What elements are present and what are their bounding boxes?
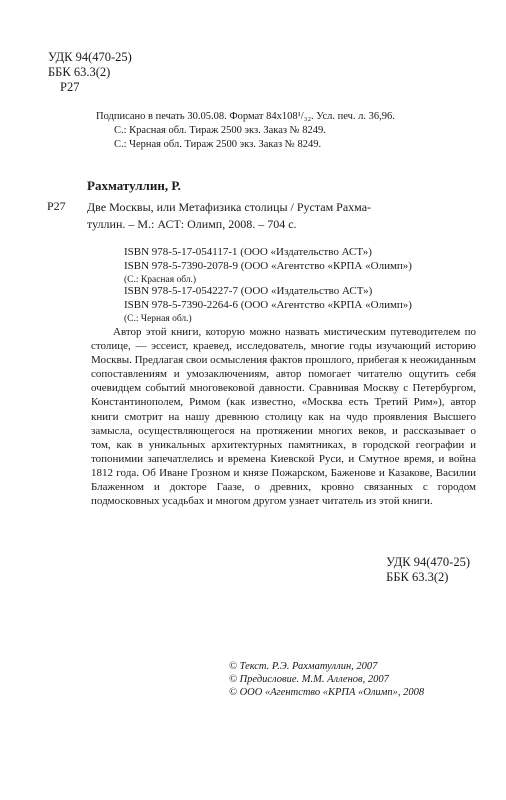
isbn-line: ISBN 978-5-17-054227-7 (ООО «Издательство АСТ») <box>124 285 373 297</box>
udk-code: УДК 94(470-25) <box>386 555 470 569</box>
record-title <box>87 199 371 233</box>
isbn-group-black <box>124 284 412 326</box>
imprint-block <box>96 110 395 152</box>
isbn-group-red <box>124 245 412 287</box>
annotation-text: Автор этой книги, которую можно назвать мистическим путеводителем по столице, — эссеист, краевед, исследователь, многие годы изучающий историю Москвы. Предлагая свои осмысления фактов прошлого, прибегая к неожиданным сопоставлениям и умозаключениям, автор помогает читателю ощутить себя очевидцем событий многовековой давности. Сравнивая Москву с Петербургом, Константинополем, Римом (как известно, «Москва есть Третий Рим»), автор книги смотрит на нашу древнюю столицу как на чудо проявления Высшего замысла, осуществляющегося на протяжении многих веков, и рассказывает о том, как в уникальных архитектурных памятниках, в городской географии и топонимии запечатлелись и времена Киевской Руси, и Смутное время, и война 1812 года. Об Иване Грозном и князе Пожарском, Баженове и Казакове, Василии Блаженном и докторе Гаазе, о древних, кровно связанных с городом подмосковных усадьбах и многом другом узнает читатель из этой книги. <box>91 326 476 508</box>
copyright-preface: © Предисловие. М.М. Алленов, 2007 <box>229 674 389 685</box>
bbk-code: ББК 63.3(2) <box>386 570 449 584</box>
isbn-line: ISBN 978-5-7390-2078-9 (ООО «Агентство «КРПА «Олимп») <box>124 260 412 272</box>
copyright-publisher: © ООО «Агентство «КРПА «Олимп», 2008 <box>229 687 425 698</box>
author-mark: Р27 <box>60 80 80 94</box>
imprint-line: С.: Красная обл. Тираж 2500 экз. Заказ № 8249. <box>114 125 326 136</box>
classification-block-top <box>48 50 132 95</box>
copyright-text: © Текст. Р.Э. Рахматуллин, 2007 <box>229 661 378 672</box>
isbn-note: (С.: Черная обл.) <box>124 314 192 324</box>
udk-code: УДК 94(470-25) <box>48 50 132 64</box>
imprint-line: Подписано в печать 30.05.08. Формат 84х108¹/₃₂. Усл. печ. л. 36,96. <box>96 111 395 122</box>
title-line: туллин. – М.: АСТ: Олимп, 2008. – 704 с. <box>87 217 297 231</box>
isbn-line: ISBN 978-5-17-054117-1 (ООО «Издательство АСТ») <box>124 246 372 258</box>
classification-block-bottom <box>386 555 470 585</box>
record-code: Р27 <box>47 199 66 213</box>
isbn-line: ISBN 978-5-7390-2264-6 (ООО «Агентство «КРПА «Олимп») <box>124 299 412 311</box>
record-author: Рахматуллин, Р. <box>87 178 181 193</box>
annotation <box>91 325 476 508</box>
imprint-line: С.: Черная обл. Тираж 2500 экз. Заказ № 8249. <box>114 139 322 150</box>
isbn-note: (С.: Красная обл.) <box>124 275 197 285</box>
title-line: Две Москвы, или Метафизика столицы / Рустам Рахма- <box>87 200 372 214</box>
copyright-block <box>229 660 424 699</box>
bbk-code: ББК 63.3(2) <box>48 65 111 79</box>
